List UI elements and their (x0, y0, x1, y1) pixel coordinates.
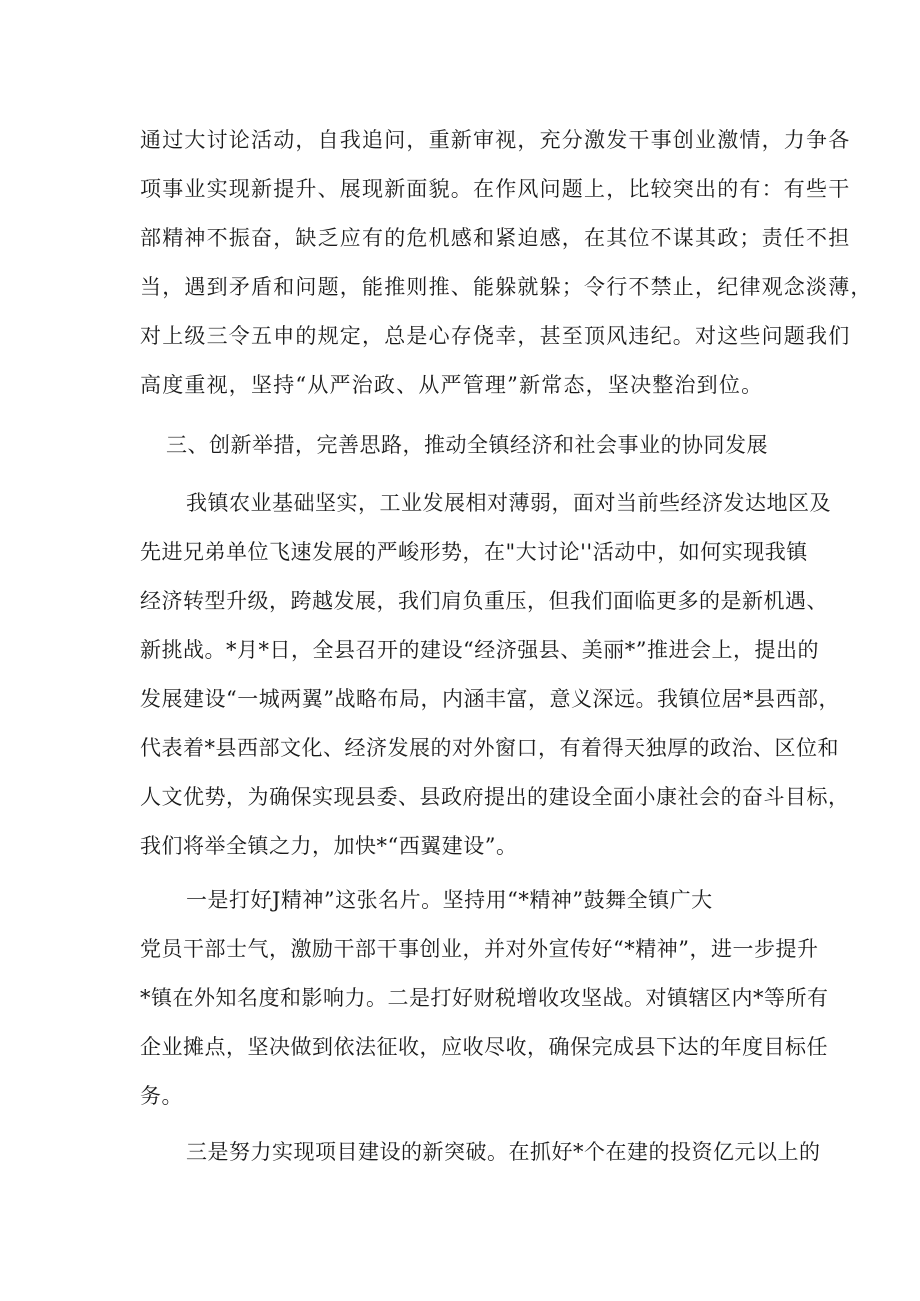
text-line: 一是打好J精神”这张名片。坚持用“*精神”鼓舞全镇广大 (186, 888, 713, 912)
text-line: 三是努力实现项目建设的新突破。在抓好*个在建的投资亿元以上的 (186, 1140, 821, 1164)
text-line: 发展建设“一城两翼”战略布局，内涵丰富，意义深远。我镇位居*县西部， (140, 687, 840, 711)
text-line: 经济转型升级，跨越发展，我们肩负重压，但我们面临更多的是新机遇、 (140, 589, 828, 613)
text-line: *镇在外知名度和影响力。二是打好财税增收攻坚战。对镇辖区内*等所有 (140, 986, 829, 1010)
text-line: 项事业实现新提升、展现新面貌。在作风问题上，比较突出的有：有些干 (140, 177, 851, 201)
section-heading: 三、创新举措，完善思路，推动全镇经济和社会事业的协同发展 (166, 433, 768, 457)
text-line: 人文优势，为确保实现县委、县政府提出的建设全面小康社会的奋斗目标， (140, 785, 850, 809)
text-line: 我们将举全镇之力，加快*“西翼建设”。 (140, 834, 518, 858)
text-line: 代表着*县西部文化、经济发展的对外窗口，有着得天独厚的政治、区位和 (140, 736, 839, 760)
text-line: 先进兄弟单位飞速发展的严峻形势，在"大讨论''活动中，如何实现我镇 (140, 540, 808, 564)
text-line: 部精神不振奋，缺乏应有的危机感和紧迫感，在其位不谋其政；责任不担 (140, 226, 851, 250)
text-line: 新挑战。*月*日，全县召开的建设“经济强县、美丽*”推进会上，提出的 (140, 638, 819, 662)
text-line: 当，遇到矛盾和问题，能推则推、能躲就躲；令行不禁止，纪律观念淡薄， (140, 275, 873, 299)
text-line: 务。 (140, 1084, 183, 1108)
text-line: 高度重视，坚持“从严治政、从严管理”新常态，坚决整治到位。 (140, 373, 764, 397)
text-line: 党员干部士气，激励干部干事创业，并对外宣传好“*精神”，进一步提升 (140, 937, 819, 961)
text-line: 对上级三令五申的规定，总是心存侥幸，甚至顶风违纪。对这些问题我们 (140, 324, 851, 348)
text-line: 企业摊点，坚决做到依法征收，应收尽收，确保完成县下达的年度目标任 (140, 1035, 828, 1059)
text-line: 通过大讨论活动，自我追问，重新审视，充分激发干事创业激情，力争各 (140, 128, 851, 152)
text-line: 我镇农业基础坚实，工业发展相对薄弱，面对当前些经济发达地区及 (186, 491, 831, 515)
